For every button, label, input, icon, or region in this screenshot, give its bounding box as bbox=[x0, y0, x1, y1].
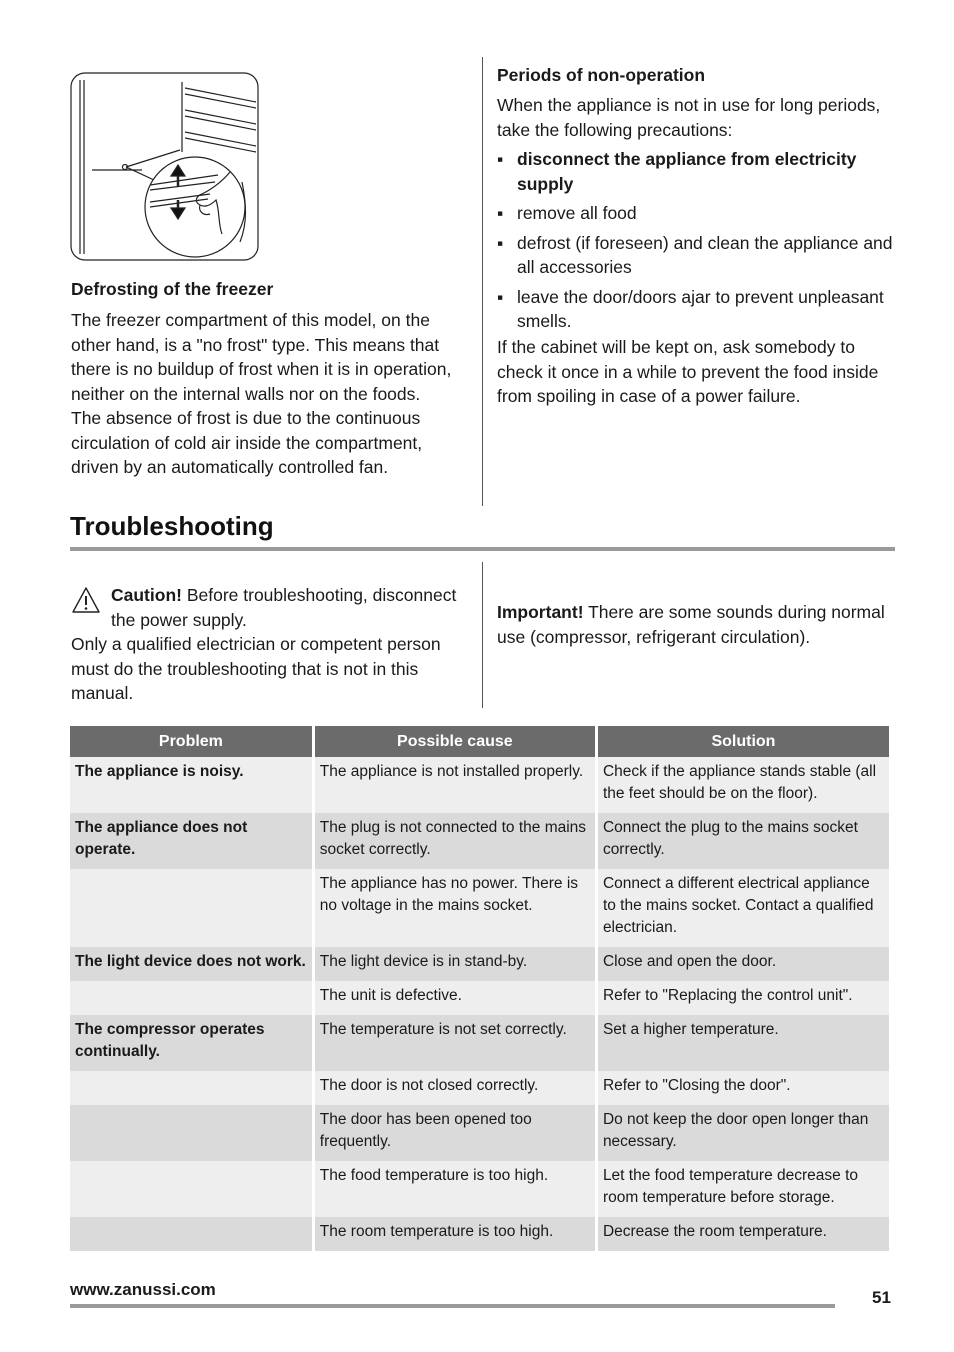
page-number: 51 bbox=[872, 1288, 891, 1307]
cause-cell: The appliance has no power. There is no voltage in the mains socket. bbox=[315, 869, 595, 947]
header-solution: Solution bbox=[598, 726, 889, 757]
caution-body: Before troubleshooting, disconnect the power supply. bbox=[111, 585, 457, 630]
problem-cell bbox=[70, 869, 312, 947]
cause-cell: The door has been opened too frequently. bbox=[315, 1105, 595, 1161]
section-rule bbox=[70, 547, 895, 551]
solution-cell: Set a higher temperature. bbox=[598, 1015, 889, 1071]
footer-website-link[interactable]: www.zanussi.com bbox=[70, 1280, 216, 1299]
solution-cell: Check if the appliance stands stable (all the feet should be on the floor). bbox=[598, 757, 889, 813]
list-item bbox=[497, 147, 897, 196]
header-possible-cause: Possible cause bbox=[315, 726, 595, 757]
solution-cell: Connect the plug to the mains socket correctly. bbox=[598, 813, 889, 869]
table-row bbox=[70, 1161, 889, 1217]
important-body: There are some sounds during normal use (compressor, refrigerant circulation). bbox=[497, 602, 885, 647]
bullet-icon: ▪ bbox=[497, 149, 504, 169]
defrost-body bbox=[71, 308, 471, 480]
solution-cell: Decrease the room temperature. bbox=[598, 1217, 889, 1251]
important-note bbox=[497, 600, 897, 649]
table-header-row bbox=[70, 726, 889, 757]
cause-cell: The unit is defective. bbox=[315, 981, 595, 1015]
defrost-paragraph: The freezer compartment of this model, on the other hand, is a "no frost" type. This means that there is no buildup of frost when it is in operation, neither on the internal walls nor on the foods. bbox=[71, 310, 452, 404]
problem-cell: The appliance does not operate. bbox=[70, 813, 312, 869]
problem-cell bbox=[70, 1217, 312, 1251]
problem-cell: The compressor operates continually. bbox=[70, 1015, 312, 1071]
cause-cell: The temperature is not set correctly. bbox=[315, 1015, 595, 1071]
defrost-heading: Defrosting of the freezer bbox=[71, 279, 274, 299]
problem-cell bbox=[70, 1071, 312, 1105]
solution-cell: Refer to "Replacing the control unit". bbox=[598, 981, 889, 1015]
table-row bbox=[70, 757, 889, 813]
list-item-text: disconnect the appliance from electricity supply bbox=[517, 149, 857, 194]
non-operation-outro: If the cabinet will be kept on, ask somebody to check it once in a while to prevent the food inside from spoiling in case of a power failure. bbox=[497, 337, 879, 406]
header-problem: Problem bbox=[70, 726, 312, 757]
list-item bbox=[497, 201, 897, 226]
footer-rule bbox=[70, 1304, 835, 1308]
bullet-icon: ▪ bbox=[497, 232, 504, 253]
problem-cell bbox=[70, 1105, 312, 1161]
cause-cell: The plug is not connected to the mains socket correctly. bbox=[315, 813, 595, 869]
column-divider bbox=[482, 57, 483, 506]
non-operation-heading: Periods of non-operation bbox=[497, 65, 706, 85]
precautions-list bbox=[497, 147, 897, 339]
list-item bbox=[497, 231, 897, 280]
section-title: Troubleshooting bbox=[70, 511, 274, 541]
cause-cell: The food temperature is too high. bbox=[315, 1161, 595, 1217]
problem-cell bbox=[70, 1161, 312, 1217]
caution-more: Only a qualified electrician or competent person must do the troubleshooting that is not in this manual. bbox=[71, 634, 441, 703]
cause-cell: The room temperature is too high. bbox=[315, 1217, 595, 1251]
table-row bbox=[70, 813, 889, 869]
solution-cell: Refer to "Closing the door". bbox=[598, 1071, 889, 1105]
solution-cell: Let the food temperature decrease to room temperature before storage. bbox=[598, 1161, 889, 1217]
table-row bbox=[70, 869, 889, 947]
list-item bbox=[497, 285, 897, 334]
troubleshooting-table bbox=[67, 726, 892, 1251]
table-row bbox=[70, 981, 889, 1015]
problem-cell bbox=[70, 981, 312, 1015]
column-divider bbox=[482, 562, 483, 708]
cause-cell: The appliance is not installed properly. bbox=[315, 757, 595, 813]
bullet-icon: ▪ bbox=[497, 286, 504, 307]
solution-cell: Close and open the door. bbox=[598, 947, 889, 981]
table-row bbox=[70, 947, 889, 981]
caution-note bbox=[111, 583, 471, 632]
solution-cell: Connect a different electrical appliance to the mains socket. Contact a qualified electrician. bbox=[598, 869, 889, 947]
problem-cell: The appliance is noisy. bbox=[70, 757, 312, 813]
table-row bbox=[70, 1071, 889, 1105]
problem-cell: The light device does not work. bbox=[70, 947, 312, 981]
freezer-illustration bbox=[70, 72, 259, 261]
cause-cell: The light device is in stand-by. bbox=[315, 947, 595, 981]
defrost-paragraph: The absence of frost is due to the continuous circulation of cold air inside the compartment, driven by an automatically controlled fan. bbox=[71, 408, 423, 477]
table-row bbox=[70, 1015, 889, 1071]
important-label: Important! bbox=[497, 602, 584, 622]
non-operation-intro: When the appliance is not in use for long periods, take the following precautions: bbox=[497, 95, 881, 140]
table-row bbox=[70, 1105, 889, 1161]
table-row bbox=[70, 1217, 889, 1251]
cause-cell: The door is not closed correctly. bbox=[315, 1071, 595, 1105]
bullet-icon: ▪ bbox=[497, 203, 504, 223]
caution-label: Caution! bbox=[111, 585, 182, 605]
solution-cell: Do not keep the door open longer than necessary. bbox=[598, 1105, 889, 1161]
list-item-text: leave the door/doors ajar to prevent unpleasant smells. bbox=[517, 286, 884, 331]
list-item-text: defrost (if foreseen) and clean the appliance and all accessories bbox=[517, 232, 893, 277]
warning-icon bbox=[71, 586, 101, 614]
list-item-text: remove all food bbox=[517, 203, 637, 223]
